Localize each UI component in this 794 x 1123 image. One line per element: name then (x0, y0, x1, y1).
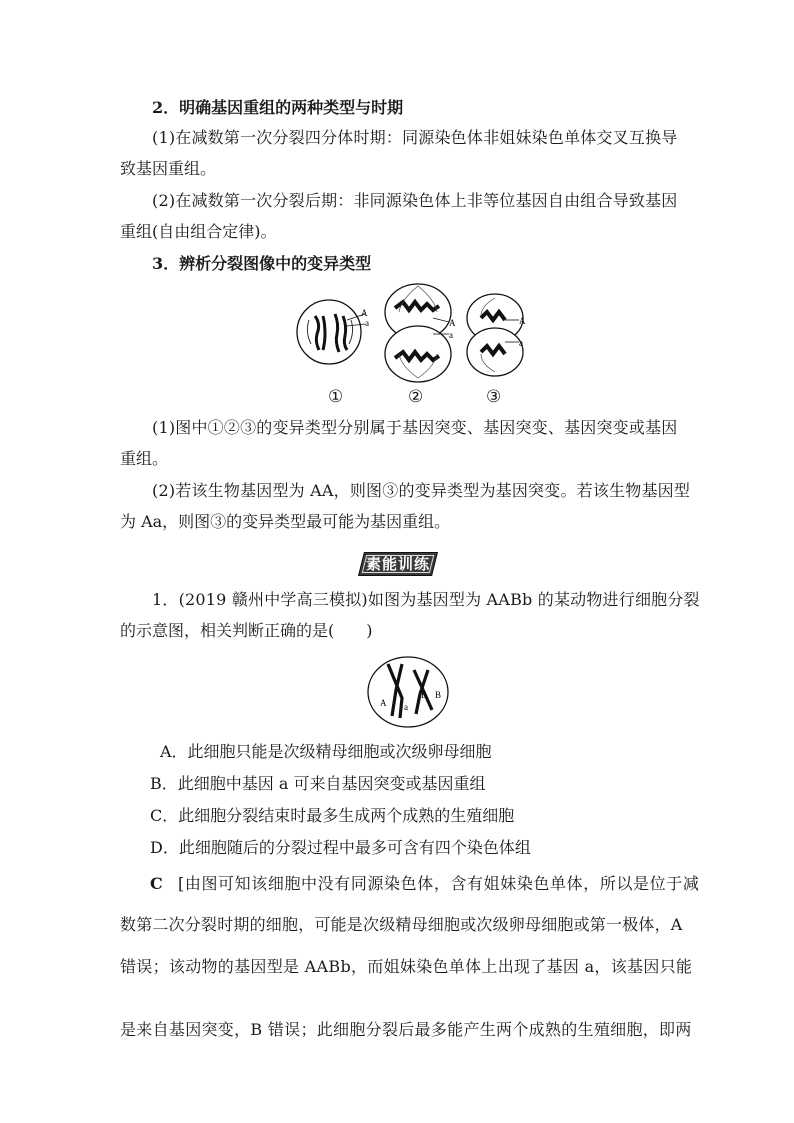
cell-2-diagram (385, 284, 456, 382)
cell-3-label-A: A (519, 316, 526, 326)
option-b: B．此细胞中基因 a 可来自基因突变或基因重组 (150, 774, 486, 793)
training-badge (358, 552, 438, 576)
section-3-para-1-line-1: (1)图中①②③的变异类型分别属于基因突变、基因突变、基因突变或基因 (152, 418, 678, 437)
figure-label-2: ② (408, 387, 424, 407)
explanation-line-1: [由图可知该细胞中没有同源染色体，含有姐妹染色单体，所以是位于减 (178, 874, 700, 893)
cell-1-diagram (297, 300, 369, 364)
question-1-line-1: 1．(2019 赣州中学高三模拟)如图为基因型为 AABb 的某动物进行细胞分裂 (152, 590, 700, 609)
option-d: D．此细胞随后的分裂过程中最多可含有四个染色体组 (150, 838, 531, 857)
section-3-para-1-line-2: 重组。 (120, 449, 169, 468)
training-badge-text: 素能训练 (365, 555, 430, 573)
option-c: C．此细胞分裂结束时最多生成两个成熟的生殖细胞 (150, 806, 515, 825)
question-1-label-a: a (404, 702, 408, 712)
question-1-label-A: A (380, 698, 387, 708)
question-1-line-2: 的示意图，相关判断正确的是( ) (120, 621, 373, 640)
cell-3-diagram (467, 294, 526, 376)
section-2-para-1-line-1: (1)在减数第一次分裂四分体时期：同源染色体非姐妹染色单体交叉互换导 (152, 128, 678, 147)
explanation-line-4: 是来自基因突变，B 错误；此细胞分裂后最多能产生两个成熟的生殖细胞，即两 (120, 1020, 692, 1039)
section-3-para-2-line-2: 为 Aa，则图③的变异类型最可能为基因重组。 (120, 512, 451, 531)
cell-2-label-A: A (449, 318, 456, 328)
explanation-line-2: 数第二次分裂时期的细胞，可能是次级精母细胞或次级卵母细胞或第一极体，A (120, 915, 683, 934)
section-2-para-1-line-2: 致基因重组。 (120, 159, 217, 178)
section-2-para-2-line-1: (2)在减数第一次分裂后期：非同源染色体上非等位基因自由组合导致基因 (152, 191, 678, 210)
section-3-para-2-line-1: (2)若该生物基因型为 AA，则图③的变异类型为基因突变。若该生物基因型 (152, 481, 691, 500)
section-2-para-2-line-2: 重组(自由组合定律)。 (120, 222, 277, 241)
cell-1-label-A: A (361, 308, 368, 318)
cell-3-label-a: a (519, 338, 523, 348)
explanation-line-3: 错误；该动物的基因型是 AABb，而姐妹染色单体上出现了基因 a，该基因只能 (120, 957, 693, 976)
section-2-heading: 2．明确基因重组的两种类型与时期 (152, 98, 404, 117)
figure-label-1: ① (328, 387, 344, 407)
answer-letter: C (150, 874, 163, 893)
option-a: A．此细胞只能是次级精母细胞或次级卵母细胞 (160, 742, 492, 761)
cell-2-label-a: a (449, 330, 453, 340)
figure-label-3: ③ (486, 387, 502, 407)
question-1-label-B2: B (435, 690, 442, 700)
section-3-heading: 3．辨析分裂图像中的变异类型 (152, 254, 372, 273)
question-1-label-B1: B (421, 690, 428, 700)
question-1-cell-figure (366, 654, 450, 730)
cell-1-label-a: a (365, 318, 369, 328)
